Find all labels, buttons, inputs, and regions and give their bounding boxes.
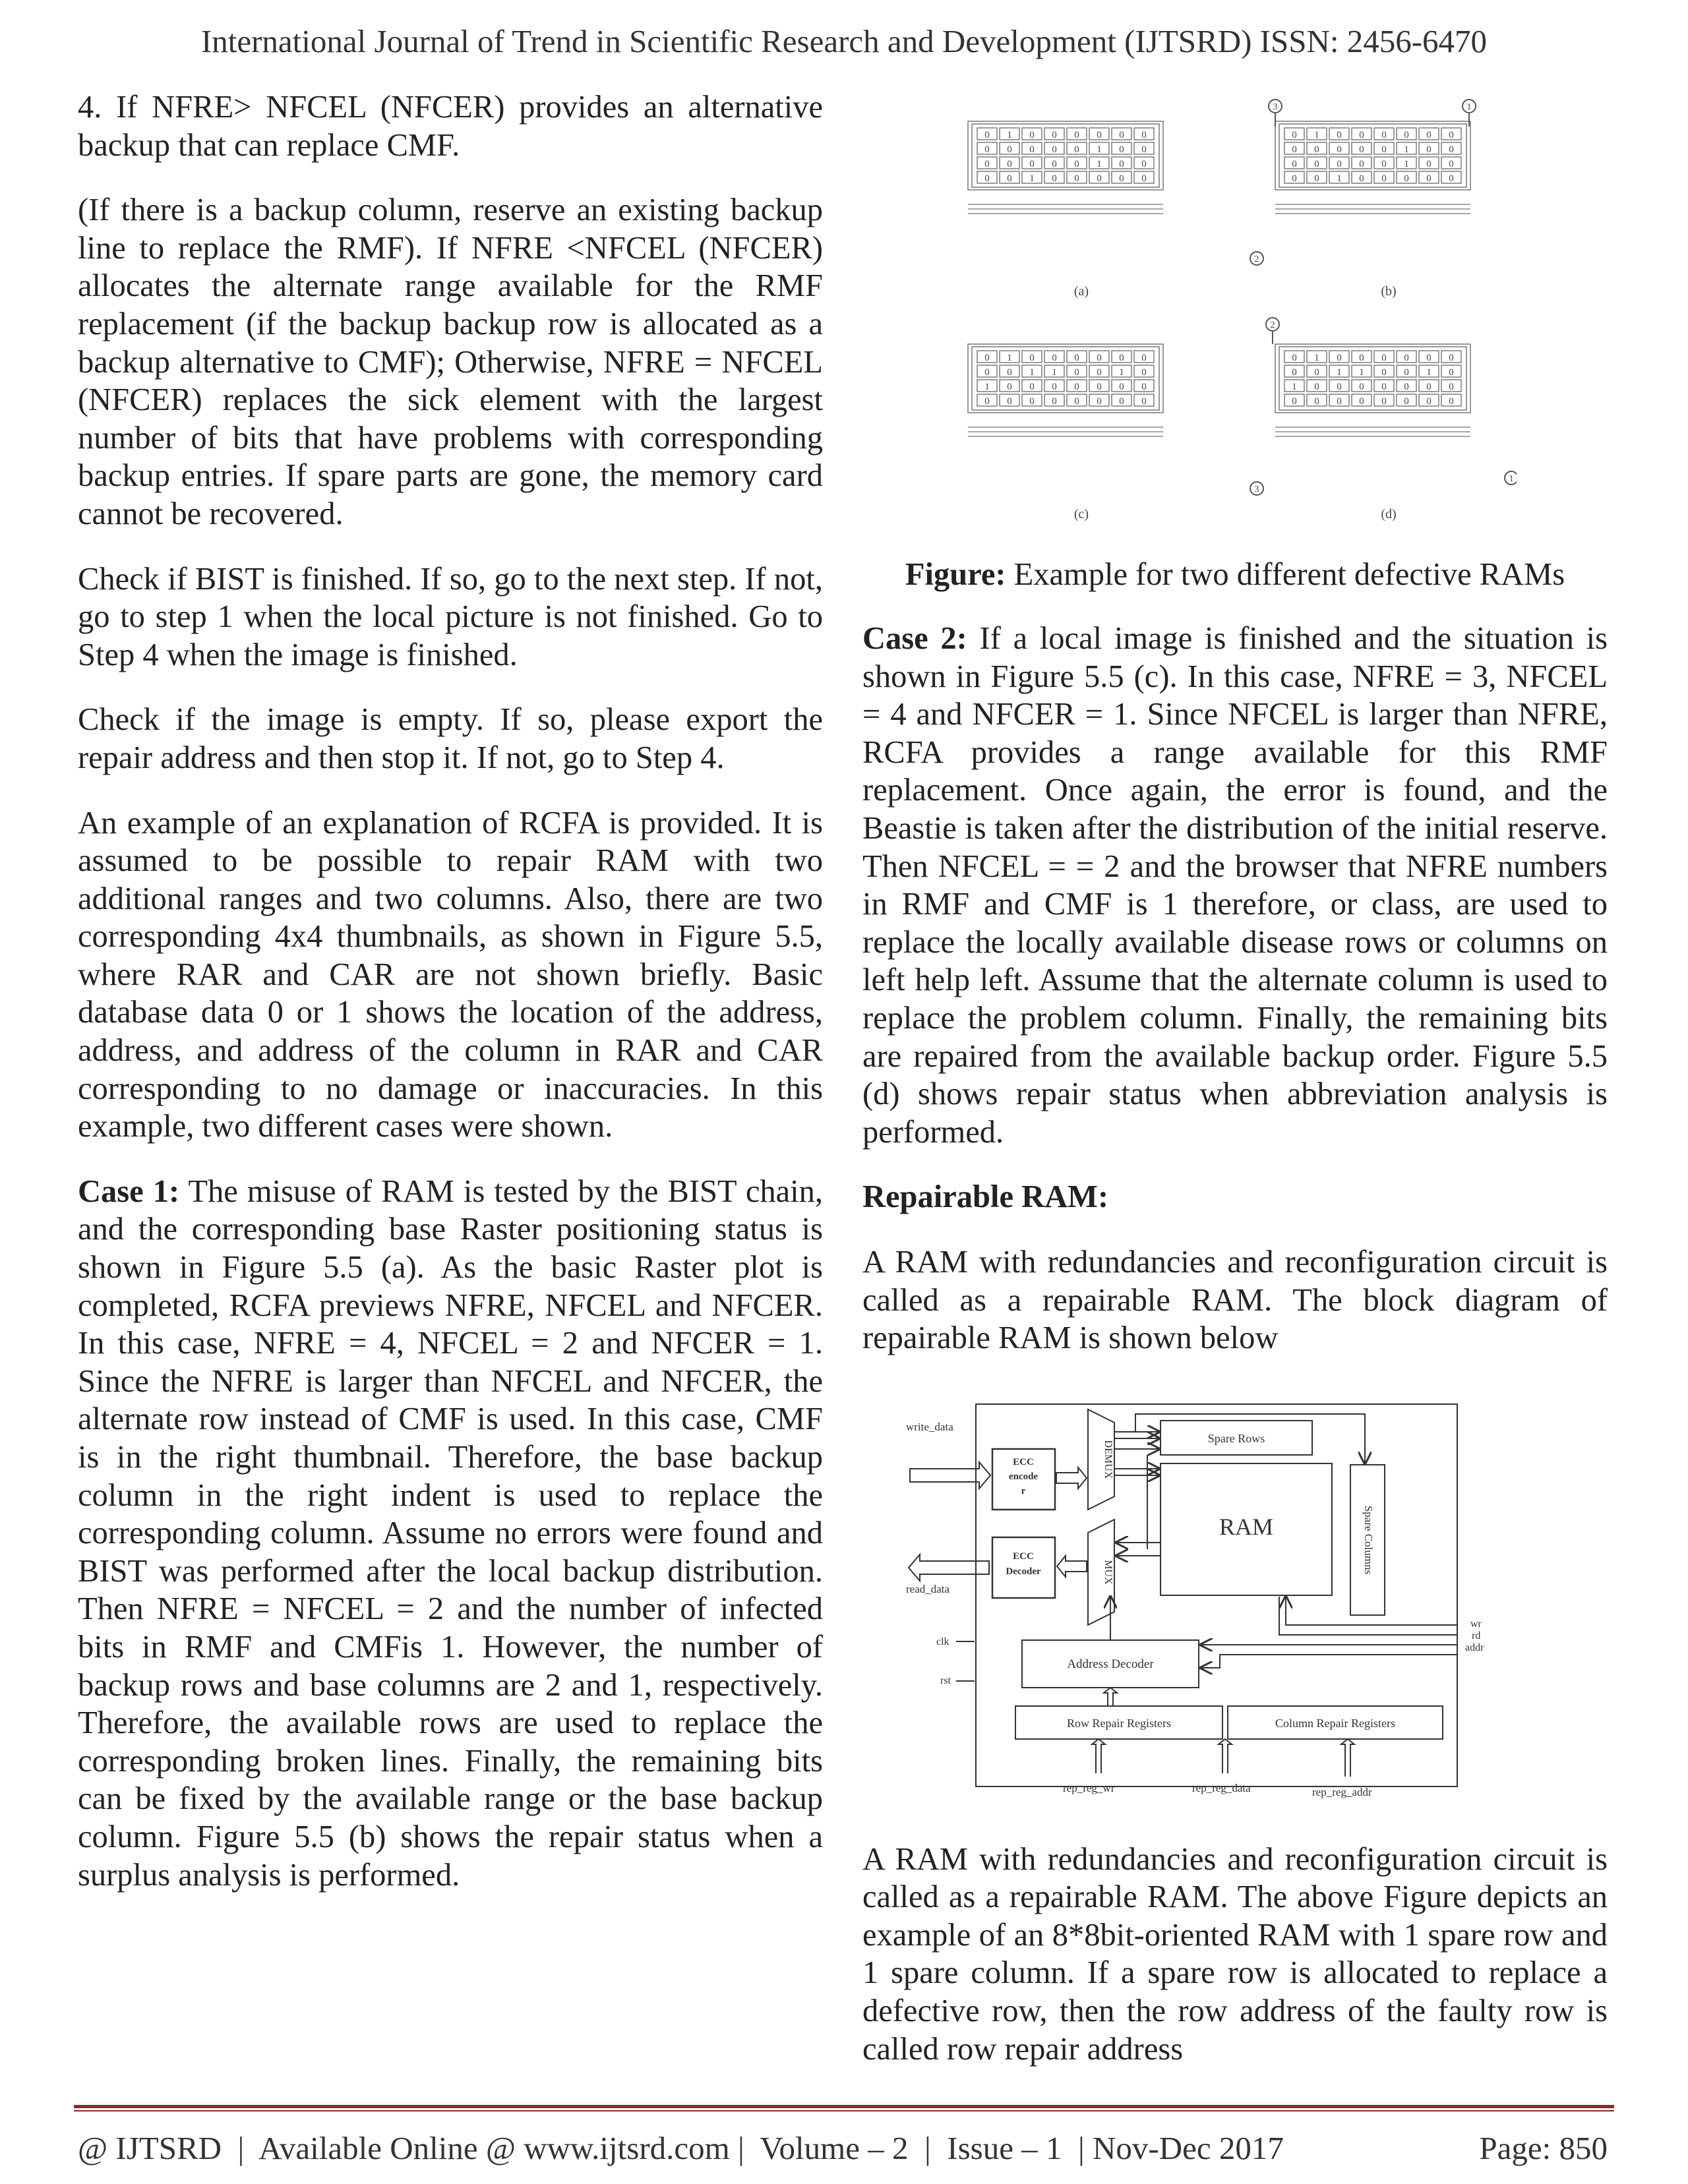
bit-value: 0: [1381, 382, 1387, 392]
bit-value: 0: [1359, 353, 1364, 363]
bit-value: 0: [1074, 396, 1079, 407]
bit-value: 0: [1426, 173, 1432, 184]
bit-value: 0: [1404, 367, 1409, 378]
case2-text: If a local image is finished and the situation is shown in Figure 5.5 (c). In this case, NFRE = 3, NFCEL = 4 and NFCER = 1. Since NFCEL is larger than NFRE, RCFA provides a range available for this RMF replacement. Once again, the error is found, and the Beastie is taken after the distribution of the initial reserve. Then NFCEL = = 2 and the browser that NFRE numbers in RMF and CMF is 1 therefore, or class, are used to replace the locally available disease rows or columns on left help left. Assume that the alternate column is used to replace the problem column. Finally, the remaining bits are repaired from the available backup order. Figure 5.5 (d) shows repair status when abbreviation analysis is performed.: [862, 621, 1608, 1150]
rst-label: rst: [940, 1675, 951, 1686]
footer-rule: [74, 2105, 1614, 2108]
bit-value: 0: [1381, 173, 1387, 184]
ram-label: RAM: [1219, 1514, 1274, 1540]
bit-value: 0: [1029, 353, 1035, 363]
footer: [78, 2129, 1608, 2167]
bit-value: 0: [1029, 396, 1035, 407]
bit-value: 0: [1141, 173, 1147, 184]
addr-label: addr: [1465, 1642, 1484, 1653]
bit-value: 0: [1359, 130, 1364, 140]
bit-grid-b: [1275, 121, 1470, 214]
bit-value: 1: [1426, 367, 1432, 378]
bit-value: 0: [1381, 396, 1387, 407]
bit-value: 0: [1074, 159, 1079, 169]
bit-value: 0: [1381, 144, 1387, 155]
bit-value: 0: [1097, 130, 1102, 140]
bit-value: 0: [1141, 382, 1147, 392]
rep-reg-data-label: rep_reg_data: [1192, 1782, 1251, 1794]
hollow-up-arrow: [1341, 1739, 1354, 1777]
bit-value: 0: [1029, 159, 1035, 169]
bit-value: 0: [1426, 382, 1432, 392]
bit-value: 0: [1449, 173, 1454, 184]
bit-value: 0: [1074, 144, 1079, 155]
bit-value: 1: [1359, 367, 1364, 378]
bit-value: 0: [1074, 173, 1079, 184]
paragraph: Check if the image is empty. If so, please export the repair address and then stop it. If not, go to Step 4.: [78, 702, 823, 775]
ecc-encoder-label: ECC: [1013, 1457, 1034, 1467]
rep-reg-wr-label: rep_reg_wr: [1063, 1782, 1115, 1794]
paragraph: Check if BIST is finished. If so, go to the next step. If not, go to step 1 when the local picture is not finished. Go to Step 4 when the image is finished.: [78, 561, 823, 672]
bit-value: 0: [1337, 130, 1342, 140]
bit-value: 1: [1052, 367, 1057, 378]
bit-value: 0: [1449, 382, 1454, 392]
bit-value: 0: [1141, 396, 1147, 407]
bit-value: 1: [1404, 144, 1409, 155]
mux-decoder-arrow: [1057, 1556, 1087, 1577]
bit-value: 0: [1449, 367, 1454, 378]
subfigure-label: (d): [1381, 507, 1397, 521]
bit-value: 0: [1007, 144, 1012, 155]
bit-value: 0: [1359, 173, 1364, 184]
bit-value: 1: [1097, 159, 1102, 169]
bit-value: 0: [1119, 130, 1124, 140]
bit-value: 0: [1074, 367, 1079, 378]
bit-value: 1: [1007, 353, 1012, 363]
wr-label: wr: [1470, 1618, 1482, 1630]
bit-value: 0: [1007, 173, 1012, 184]
marker-circle: [1250, 252, 1263, 265]
hollow-up-arrow: [1104, 1688, 1117, 1706]
bit-grid-a: [968, 121, 1163, 214]
bit-value: 0: [984, 367, 990, 378]
paragraph: A RAM with redundancies and reconfiguration circuit is called as a repairable RAM. The block diagram of repairable RAM is shown below: [862, 1244, 1608, 1356]
svg-text:3: 3: [1254, 485, 1259, 494]
encoder-demux-arrow: [1056, 1467, 1087, 1489]
bit-value: 0: [1381, 353, 1387, 363]
bit-value: 0: [1404, 353, 1409, 363]
bit-value: 1: [1314, 130, 1319, 140]
bit-grid-d: [1275, 344, 1470, 436]
bit-value: 1: [1119, 367, 1124, 378]
bit-value: 1: [1337, 173, 1342, 184]
bit-value: 1: [1404, 159, 1409, 169]
bit-value: 0: [1097, 353, 1102, 363]
bit-value: 0: [1426, 130, 1432, 140]
bit-value: 0: [1314, 367, 1319, 378]
mux-label: MUX: [1102, 1560, 1114, 1585]
spare-rows-label: Spare Rows: [1207, 1432, 1265, 1445]
marker-circle: [1250, 482, 1263, 495]
defective-ram-figure: [950, 99, 1517, 521]
bit-value: 0: [1449, 353, 1454, 363]
subfigure-label: (c): [1073, 507, 1089, 521]
case1-label: Case 1:: [78, 1173, 180, 1209]
bit-value: 0: [1097, 367, 1102, 378]
bit-value: 0: [1097, 173, 1102, 184]
bit-value: 0: [1404, 130, 1409, 140]
bit-value: 0: [1141, 144, 1147, 155]
bit-value: 1: [1007, 130, 1012, 140]
bit-value: 0: [1337, 396, 1342, 407]
bit-value: 0: [1052, 173, 1057, 184]
hollow-up-arrow: [1219, 1739, 1232, 1773]
bit-value: 0: [1029, 130, 1035, 140]
bit-value: 1: [1029, 173, 1035, 184]
section-heading: Repairable RAM:: [862, 1179, 1109, 1215]
right-column: [862, 620, 1608, 2068]
bit-value: 0: [1007, 382, 1012, 392]
bit-value: 1: [1314, 353, 1319, 363]
bit-value: 0: [1381, 130, 1387, 140]
case1-paragraph: [78, 1173, 823, 1894]
left-column: [78, 88, 823, 1894]
bit-value: 0: [1381, 367, 1387, 378]
case2-paragraph: [862, 620, 1608, 1151]
bit-value: 0: [1141, 159, 1147, 169]
svg-text:2: 2: [1254, 254, 1259, 264]
paragraph: A RAM with redundancies and reconfiguration circuit is called as a repairable RAM. The above Figure depicts an example of an 8*8bit-oriented RAM with 1 spare row and 1 spare column. If a spare row is allocated to replace a defective row, then the row address of the faulty row is called row repair address: [862, 1841, 1608, 2067]
subfigure-label: (a): [1073, 284, 1089, 299]
bit-value: 0: [984, 144, 990, 155]
ecc-decoder-label: ECC: [1013, 1551, 1034, 1562]
bit-value: 1: [1337, 367, 1342, 378]
svg-text:1: 1: [1509, 474, 1514, 484]
paragraph: An example of an explanation of RCFA is provided. It is assumed to be possible to repair RAM with two additional ranges and two columns. Also, there are two corresponding 4x4 thumbnails, as shown in Figure 5.5, where RAR and CAR are not shown briefly. Basic database data 0 or 1 shows the location of the address, address, and address of the column in RAR and CAR corresponding to no damage or inaccuracies. In this example, two different cases were shown.: [78, 805, 823, 1144]
bit-value: 0: [1292, 130, 1297, 140]
bit-value: 0: [1359, 382, 1364, 392]
column-repair-label: Column Repair Registers: [1275, 1717, 1395, 1730]
paragraph: (If there is a backup column, reserve an existing backup line to replace the RMF). If NFRE <NFCEL (NFCER) allocates the alternate range available for the RMF replacement (if the backup backup row is allocated as a backup alternative to CMF); Otherwise, NFRE = NFCEL (NFCER) replaces the sick element with the largest number of bits that have problems with corresponding backup entries. If spare parts are gone, the memory card cannot be recovered.: [78, 192, 823, 531]
bit-value: 0: [1007, 367, 1012, 378]
bit-value: 1: [984, 382, 990, 392]
bit-value: 0: [1119, 173, 1124, 184]
bit-value: 0: [1359, 144, 1364, 155]
spare-columns-label: Spare Columns: [1362, 1505, 1375, 1575]
bit-value: 0: [984, 130, 990, 140]
case2-label: Case 2:: [862, 621, 967, 656]
bit-value: 0: [1292, 159, 1297, 169]
caption-label: Figure:: [905, 557, 1006, 592]
bit-value: 0: [1029, 144, 1035, 155]
clk-label: clk: [936, 1636, 950, 1647]
hollow-up-arrow: [1092, 1739, 1105, 1773]
write-data-label: write_data: [906, 1421, 953, 1433]
bit-value: 0: [1292, 173, 1297, 184]
bit-value: 0: [1119, 396, 1124, 407]
bit-value: 0: [984, 173, 990, 184]
bit-value: 0: [1292, 396, 1297, 407]
bit-value: 0: [984, 353, 990, 363]
caption-text: Example for two different defective RAMs: [1006, 557, 1565, 592]
bit-value: 0: [1292, 367, 1297, 378]
bit-value: 0: [1052, 144, 1057, 155]
bit-value: 0: [1359, 396, 1364, 407]
bit-value: 0: [1426, 159, 1432, 169]
bit-value: 0: [1119, 144, 1124, 155]
bit-value: 0: [1359, 159, 1364, 169]
bit-value: 1: [1029, 367, 1035, 378]
bit-value: 0: [1097, 396, 1102, 407]
bit-value: 0: [1426, 396, 1432, 407]
bit-value: 0: [1337, 144, 1342, 155]
bit-value: 0: [1314, 159, 1319, 169]
bit-value: 0: [1119, 382, 1124, 392]
subfigure-label: (b): [1381, 284, 1397, 299]
journal-header: International Journal of Trend in Scientific Research and Development (IJTSRD) ISSN: 2456-6470: [200, 23, 1488, 59]
bit-value: 0: [1074, 353, 1079, 363]
bit-value: 0: [1074, 382, 1079, 392]
ecc-encoder-label: encode: [1008, 1471, 1039, 1482]
bit-value: 0: [1314, 144, 1319, 155]
address-decoder-label: Address Decoder: [1067, 1657, 1154, 1671]
bit-value: 1: [1292, 382, 1297, 392]
bit-grid-c: [968, 344, 1163, 436]
bit-value: 0: [1074, 130, 1079, 140]
bit-value: 0: [1052, 396, 1057, 407]
bit-value: 0: [1314, 173, 1319, 184]
ecc-decoder-label: Decoder: [1006, 1566, 1041, 1577]
bit-value: 1: [1097, 144, 1102, 155]
row-repair-label: Row Repair Registers: [1067, 1717, 1171, 1730]
bit-value: 0: [1029, 382, 1035, 392]
svg-text:1: 1: [1466, 102, 1472, 112]
read-data-arrow: [909, 1554, 989, 1581]
demux-label: DEMUX: [1102, 1440, 1114, 1479]
bit-value: 0: [984, 396, 990, 407]
marker-circle: [1462, 100, 1476, 127]
bit-value: 0: [1007, 159, 1012, 169]
bit-value: 0: [1141, 130, 1147, 140]
bit-value: 0: [1119, 159, 1124, 169]
marker-circle: [1266, 318, 1279, 344]
bit-value: 0: [1404, 396, 1409, 407]
bit-value: 0: [1404, 382, 1409, 392]
bit-value: 0: [1052, 353, 1057, 363]
marker-circle: [1505, 471, 1517, 485]
bit-value: 0: [1292, 353, 1297, 363]
rd-label: rd: [1472, 1630, 1481, 1641]
bit-value: 0: [1141, 353, 1147, 363]
bit-value: 0: [1449, 396, 1454, 407]
bit-value: 0: [1381, 159, 1387, 169]
case1-text: The misuse of RAM is tested by the BIST chain, and the corresponding base Raster positioning status is shown in Figure 5.5 (a). As the basic Raster plot is completed, RCFA previews NFRE, NFCEL and NFCER. In this case, NFRE = 4, NFCEL = 2 and NFCER = 1. Since the NFRE is larger than NFCEL and NFCER, the alternate row instead of CMF is used. In this case, CMF is in the right thumbnail. Therefore, the base backup column in the right indent is used to replace the corresponding column. Assume no errors were found and BIST was performed after the local backup distribution. Then NFRE = NFCEL = 2 and the number of infected bits in RMF and CMFis 1. However, the number of backup rows and base columns are 2 and 1, respectively. Therefore, the available rows are used to replace the corresponding broken lines. Finally, the remaining bits can be fixed by the available range or the base backup column. Figure 5.5 (b) shows the repair status when a surplus analysis is performed.: [78, 1173, 823, 1893]
bit-value: 0: [1314, 382, 1319, 392]
bit-value: 0: [1052, 159, 1057, 169]
bit-value: 0: [1141, 367, 1147, 378]
figure-caption: [862, 556, 1608, 593]
read-data-label: read_data: [906, 1583, 950, 1595]
svg-text:3: 3: [1273, 102, 1278, 112]
bit-value: 0: [1119, 353, 1124, 363]
rep-reg-addr-label: rep_reg_addr: [1312, 1786, 1372, 1798]
svg-text:2: 2: [1270, 320, 1275, 330]
footer-info: @ IJTSRD | Available Online @ www.ijtsrd.com | Volume – 2 | Issue – 1 | Nov-Dec 2017: [78, 2130, 1284, 2166]
bit-value: 0: [1052, 382, 1057, 392]
bit-value: 0: [984, 159, 990, 169]
bit-value: 0: [1337, 159, 1342, 169]
bit-value: 0: [1426, 353, 1432, 363]
ecc-encoder-label: r: [1021, 1486, 1026, 1496]
write-data-arrow: [910, 1462, 990, 1489]
bit-value: 0: [1449, 144, 1454, 155]
bit-value: 0: [1426, 144, 1432, 155]
bit-value: 0: [1052, 130, 1057, 140]
marker-circle: [1269, 100, 1282, 127]
page-number: Page: 850: [1479, 2130, 1608, 2166]
bit-value: 0: [1337, 353, 1342, 363]
bit-value: 0: [1337, 382, 1342, 392]
bit-value: 0: [1314, 396, 1319, 407]
bit-value: 0: [1007, 396, 1012, 407]
bit-value: 0: [1449, 159, 1454, 169]
bit-value: 0: [1404, 173, 1409, 184]
footer-rule: [74, 2110, 1614, 2111]
paragraph: 4. If NFRE> NFCEL (NFCER) provides an alternative backup that can replace CMF.: [78, 90, 823, 163]
bit-value: 0: [1292, 144, 1297, 155]
repairable-ram-block-diagram: [890, 1391, 1517, 1813]
bit-value: 0: [1097, 382, 1102, 392]
bit-value: 0: [1449, 130, 1454, 140]
